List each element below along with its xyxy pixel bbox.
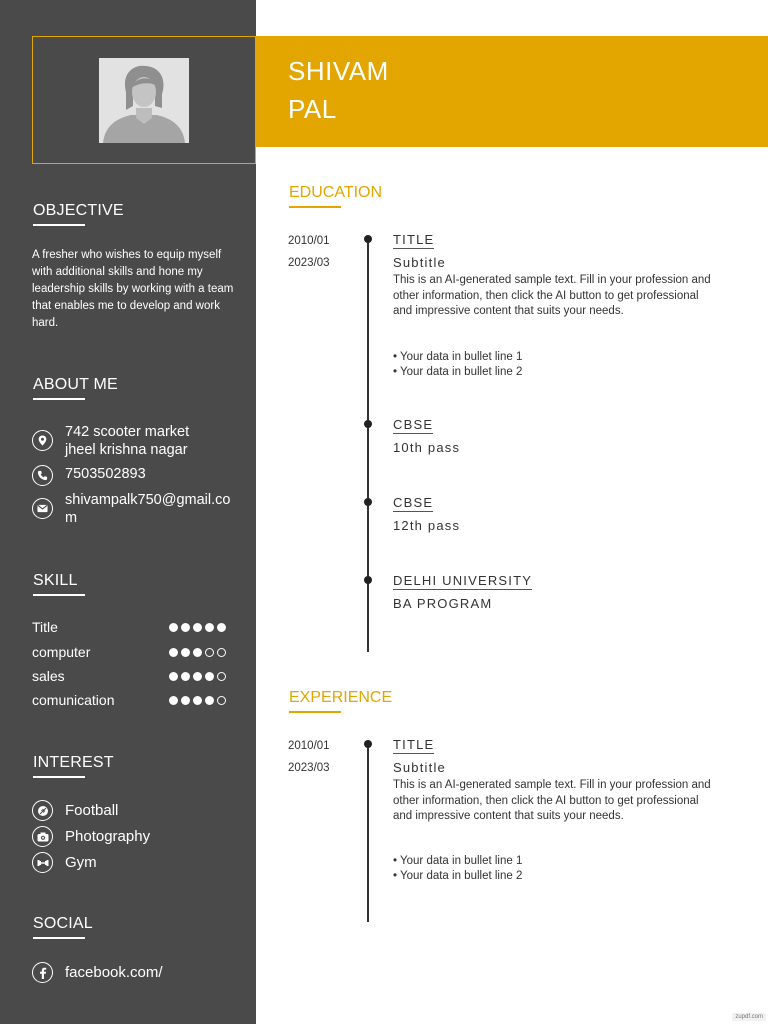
phone-number: 7503502893 <box>65 466 146 482</box>
rating-dot-empty <box>217 672 226 681</box>
experience-entry-title: TITLE <box>393 737 435 752</box>
rating-dot-filled <box>193 648 202 657</box>
rating-dot-filled <box>217 623 226 632</box>
rating-dot-filled <box>181 672 190 681</box>
experience-heading: EXPERIENCE <box>289 689 393 706</box>
experience-entry-description: This is an AI-generated sample text. Fill in your profession and other information, then click the AI button to get professional and impressive content that suits your needs. <box>393 779 711 822</box>
education-entry-subtitle: Subtitle <box>393 255 446 270</box>
watermark: zupdf.com <box>732 1013 766 1021</box>
first-name: SHIVAM <box>288 56 389 86</box>
email-row <box>32 491 235 527</box>
rating-dot-filled <box>181 648 190 657</box>
rating-dot-filled <box>205 623 214 632</box>
rating-dot-filled <box>181 696 190 705</box>
education-bullet: • Your data in bullet line 2 <box>393 366 523 378</box>
education-entry-subtitle: BA PROGRAM <box>393 596 493 611</box>
phone-row <box>32 465 235 486</box>
education-entry-title: CBSE <box>393 417 434 432</box>
skill-heading: SKILL <box>33 572 78 589</box>
skill-name: Title <box>32 619 58 635</box>
experience-bullet: • Your data in bullet line 1 <box>393 855 523 867</box>
rating-dot-empty <box>217 648 226 657</box>
rating-dot-filled <box>193 696 202 705</box>
skill-row <box>32 668 226 684</box>
interest-item-gym <box>32 852 97 873</box>
rating-dot-filled <box>193 623 202 632</box>
rating-dot-filled <box>181 623 190 632</box>
experience-entry-subtitle: Subtitle <box>393 760 446 775</box>
timeline-dot <box>364 235 372 243</box>
about-heading: ABOUT ME <box>33 376 118 393</box>
address-line-2: jheel krishna nagar <box>65 442 188 458</box>
interest-heading: INTEREST <box>33 754 114 771</box>
rating-dot-filled <box>205 696 214 705</box>
education-entry-title: CBSE <box>393 495 434 510</box>
avatar-placeholder-icon <box>99 58 189 143</box>
interest-item-photography <box>32 826 150 847</box>
skill-name: computer <box>32 644 91 660</box>
timeline-dot <box>364 576 372 584</box>
skill-name: sales <box>32 668 65 684</box>
phone-icon <box>32 465 53 486</box>
education-entry-subtitle: 12th pass <box>393 518 461 533</box>
interest-label: Photography <box>65 828 151 845</box>
skill-row <box>32 692 226 708</box>
interest-label: Football <box>65 802 119 819</box>
experience-bullet: • Your data in bullet line 2 <box>393 870 523 882</box>
interest-item-football <box>32 800 118 821</box>
name-header <box>256 36 768 147</box>
skill-rating <box>169 672 226 681</box>
skill-row <box>32 619 226 635</box>
rating-dot-filled <box>169 696 178 705</box>
rating-dot-filled <box>169 623 178 632</box>
education-date-start: 2010/01 <box>288 235 330 247</box>
objective-text: A fresher who wishes to equip myself with additional skills and hone my leadership skills by working with a team that enables me to develop and work hard. <box>32 249 234 329</box>
timeline-dot <box>364 740 372 748</box>
skill-rating <box>169 648 226 657</box>
email-address: shivampalk750@gmail.com <box>65 492 231 526</box>
education-entry-title: DELHI UNIVERSITY <box>393 573 533 588</box>
sidebar <box>0 0 256 1024</box>
skill-name: comunication <box>32 692 115 708</box>
address <box>65 423 235 459</box>
rating-dot-empty <box>205 648 214 657</box>
facebook-icon <box>32 962 53 983</box>
skill-rating <box>169 623 226 632</box>
rating-dot-filled <box>169 648 178 657</box>
experience-date-start: 2010/01 <box>288 740 330 752</box>
facebook-link[interactable]: facebook.com/ <box>65 964 163 981</box>
experience-timeline <box>367 742 369 922</box>
timeline-dot <box>364 498 372 506</box>
address-line-1: 742 scooter market <box>65 424 190 440</box>
education-date-end: 2023/03 <box>288 257 330 269</box>
email-icon <box>32 498 53 519</box>
rating-dot-filled <box>193 672 202 681</box>
education-heading: EDUCATION <box>289 184 383 201</box>
photo-frame <box>32 36 256 164</box>
objective-heading: OBJECTIVE <box>33 202 124 219</box>
camera-icon <box>32 826 53 847</box>
dumbbell-icon <box>32 852 53 873</box>
education-entry-description: This is an AI-generated sample text. Fill in your profession and other information, then click the AI button to get professional and impressive content that suits your needs. <box>393 274 711 317</box>
timeline-dot <box>364 420 372 428</box>
education-bullet: • Your data in bullet line 1 <box>393 351 523 363</box>
facebook-row[interactable] <box>32 962 163 983</box>
skill-row <box>32 644 226 660</box>
last-name: PAL <box>288 94 337 124</box>
rating-dot-filled <box>169 672 178 681</box>
education-timeline <box>367 238 369 652</box>
address-row <box>32 423 235 459</box>
location-pin-icon <box>32 430 53 451</box>
rating-dot-filled <box>205 672 214 681</box>
education-entry-title: TITLE <box>393 232 435 247</box>
education-entry-subtitle: 10th pass <box>393 440 461 455</box>
skill-rating <box>169 696 226 705</box>
football-icon <box>32 800 53 821</box>
interest-label: Gym <box>65 854 97 871</box>
rating-dot-empty <box>217 696 226 705</box>
experience-date-end: 2023/03 <box>288 762 330 774</box>
social-heading: SOCIAL <box>33 915 93 932</box>
